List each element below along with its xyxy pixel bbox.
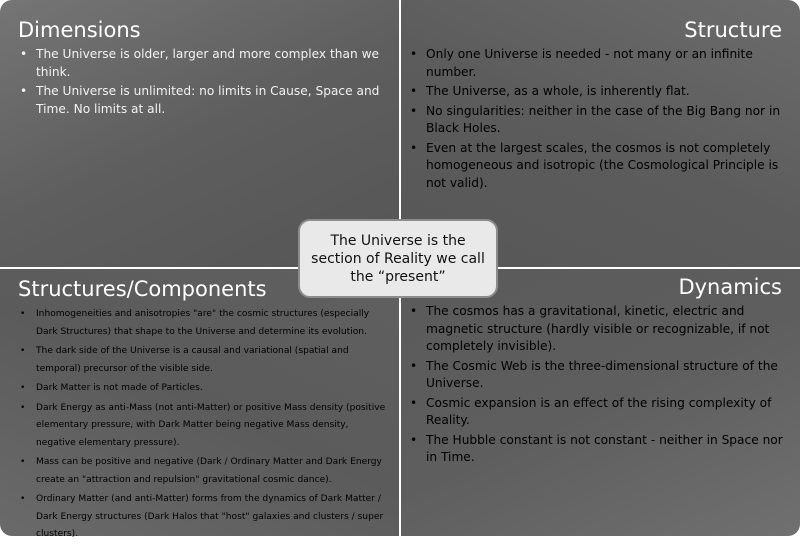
list-item: • The Hubble constant is not constant - neither in Space nor in Time.: [408, 432, 790, 467]
list-item: • Only one Universe is needed - not many or an infinite number.: [408, 46, 790, 81]
structures-components-list: [18, 306, 390, 546]
dimensions-list: [18, 46, 388, 120]
center-statement-box: [298, 219, 498, 298]
list-item: • Even at the largest scales, the cosmos is not completely homogeneous and isotropic (the Cosmological Principle is not valid).: [408, 140, 790, 193]
list-item: • No singularities: neither in the case of the Big Bang nor in Black Holes.: [408, 103, 790, 138]
list-item: • Dark Matter is not made of Particles.: [18, 380, 390, 398]
list-item: • The dark side of the Universe is a causal and variational (spatial and temporal) precursor of the visible side.: [18, 343, 390, 378]
dynamics-title: Dynamics: [678, 275, 782, 299]
list-item: • Mass can be positive and negative (Dark / Ordinary Matter and Dark Energy create an "attraction and repulsion" gravitational cosmic dance).: [18, 454, 390, 489]
structures-components-title: Structures/Components: [18, 277, 267, 301]
list-item: • The Universe, as a whole, is inherently flat.: [408, 83, 790, 101]
list-item: • The Universe is older, larger and more complex than we think.: [18, 46, 388, 81]
structure-list: [408, 46, 790, 194]
center-statement-text: The Universe is the section of Reality we call the “present”: [311, 232, 485, 285]
list-item: • Inhomogeneities and anisotropies "are" the cosmic structures (especially Dark Structures) that shape to the Universe and determine its evolution.: [18, 306, 390, 341]
dynamics-list: [408, 303, 790, 469]
list-item: • The Cosmic Web is the three-dimensional structure of the Universe.: [408, 358, 790, 393]
dimensions-title: Dimensions: [18, 18, 141, 42]
list-item: • The cosmos has a gravitational, kinetic, electric and magnetic structure (hardly visible or recognizable, if not completely invisible).: [408, 303, 790, 356]
list-item: • Ordinary Matter (and anti-Matter) forms from the dynamics of Dark Matter / Dark Energy structures (Dark Halos that "host" galaxies and clusters / super clusters).: [18, 491, 390, 544]
list-item: • Dark Energy as anti-Mass (not anti-Matter) or positive Mass density (positive elementary pressure, with Dark Matter being negative Mass density, negative elementary pressure).: [18, 400, 390, 453]
structure-title: Structure: [684, 18, 782, 42]
list-item: • Cosmic expansion is an effect of the rising complexity of Reality.: [408, 395, 790, 430]
list-item: • The Universe is unlimited: no limits in Cause, Space and Time. No limits at all.: [18, 83, 388, 118]
